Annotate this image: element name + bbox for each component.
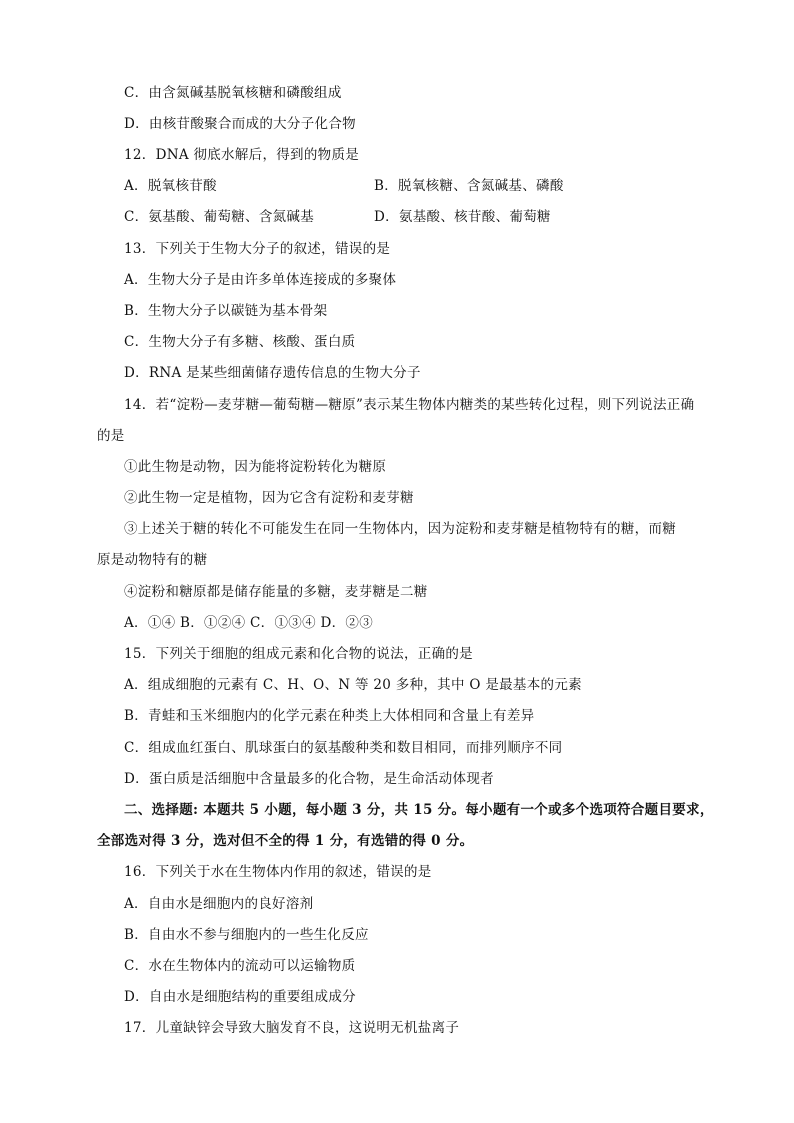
text-line: ①此生物是动物，因为能将淀粉转化为糖原	[124, 459, 387, 475]
text-line: 12．DNA 彻底水解后，得到的物质是	[124, 147, 360, 163]
text-line: D．氨基酸、核苷酸、葡萄糖	[374, 209, 551, 225]
text-line: D．自由水是细胞结构的重要组成成分	[124, 989, 356, 1005]
text-line: A．自由水是细胞内的良好溶剂	[124, 896, 314, 912]
text-line: C．组成血红蛋白、肌球蛋白的氨基酸种类和数目相同，而排列顺序不同	[124, 740, 563, 756]
text-line: 的是	[97, 428, 125, 444]
text-line: A．生物大分子是由许多单体连接成的多聚体	[124, 272, 397, 288]
text-line: 全部选对得 3 分，选对但不全的得 1 分，有选错的得 0 分。	[97, 833, 474, 849]
text-line: D．由核苷酸聚合而成的大分子化合物	[124, 116, 356, 132]
text-line: A．脱氧核苷酸	[124, 178, 217, 194]
text-line: D．RNA 是某些细菌储存遗传信息的生物大分子	[124, 365, 421, 381]
text-line: C．生物大分子有多糖、核酸、蛋白质	[124, 334, 356, 350]
text-line: C．水在生物体内的流动可以运输物质	[124, 958, 356, 974]
text-line: C．由含氮碱基脱氧核糖和磷酸组成	[124, 85, 342, 101]
text-line: B．脱氧核糖、含氮碱基、磷酸	[374, 178, 564, 194]
text-line: A．①④ B．①②④ C．①③④ D．②③	[124, 615, 373, 631]
text-line: D．蛋白质是活细胞中含量最多的化合物，是生命活动体现者	[124, 771, 494, 787]
text-line: 17．儿童缺锌会导致大脑发育不良，这说明无机盐离子	[124, 1020, 460, 1036]
text-line: B．自由水不参与细胞内的一些生化反应	[124, 927, 369, 943]
text-line: ④淀粉和糖原都是储存能量的多糖，麦芽糖是二糖	[124, 584, 428, 600]
text-line: 14．若“淀粉—麦芽糖—葡萄糖—糖原”表示某生物体内糖类的某些转化过程，则下列说法正确	[124, 397, 695, 413]
text-line: ②此生物一定是植物，因为它含有淀粉和麦芽糖	[124, 490, 414, 506]
text-line: 二、选择题: 本题共 5 小题，每小题 3 分，共 15 分。每小题有一个或多个选项符合题目要求，	[124, 802, 714, 818]
text-line: A．组成细胞的元素有 C、H、O、N 等 20 多种，其中 O 是最基本的元素	[124, 677, 582, 693]
text-line: 16．下列关于水在生物体内作用的叙述，错误的是	[124, 864, 432, 880]
text-line: ③上述关于糖的转化不可能发生在同一生物体内，因为淀粉和麦芽糖是植物特有的糖，而糖	[124, 521, 676, 537]
text-line: 13．下列关于生物大分子的叙述，错误的是	[124, 241, 391, 257]
text-line: B．青蛙和玉米细胞内的化学元素在种类上大体相同和含量上有差异	[124, 708, 535, 724]
text-line: B．生物大分子以碳链为基本骨架	[124, 303, 328, 319]
text-line: 15．下列关于细胞的组成元素和化合物的说法，正确的是	[124, 646, 473, 662]
text-line: C．氨基酸、葡萄糖、含氮碱基	[124, 209, 315, 225]
text-line: 原是动物特有的糖	[97, 552, 208, 568]
